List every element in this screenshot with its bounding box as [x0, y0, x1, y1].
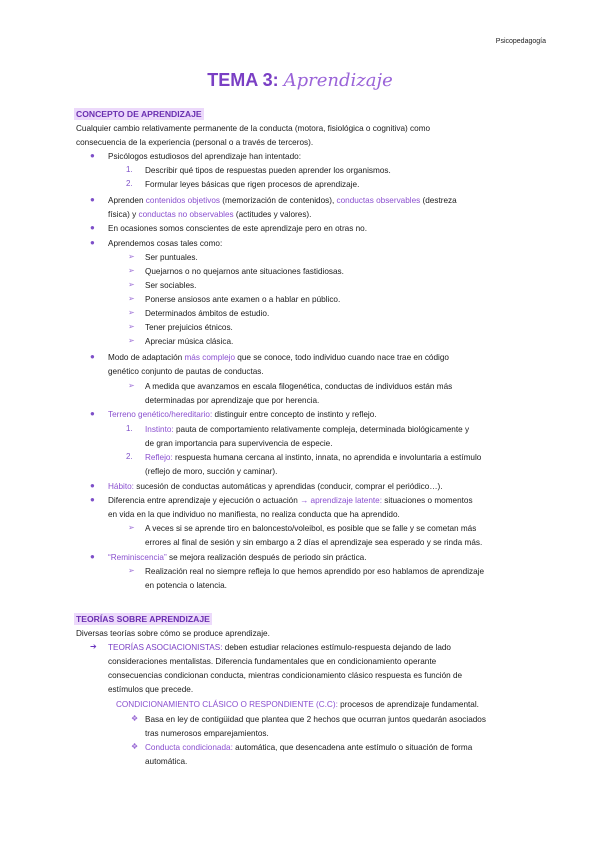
- bullet-terreno: Terreno genético/hereditario: distinguir entre concepto de instinto y reflejo.: [108, 410, 377, 419]
- sub-item-cont: en potencia o latencia.: [145, 581, 227, 590]
- sub-item: Quejarnos o no quejarnos ante situaciones fastidiosas.: [145, 267, 344, 276]
- numbered-instinto: Instinto: pauta de comportamiento relativamente compleja, determinada biológicamente y: [145, 425, 470, 434]
- sub-item: Ponerse ansiosos ante examen o a hablar en público.: [145, 295, 341, 304]
- cc-item-2-cont: automática.: [145, 757, 188, 766]
- header-subject: Psicopedagogía: [495, 38, 546, 45]
- cc-item-1: Basa en ley de contigüidad que plantea que 2 hechos que ocurran juntos quedarán asociados: [145, 715, 486, 724]
- sub-item: A veces si se aprende tiro en baloncesto/voleibol, es posible que se falle y se cometan más: [145, 524, 477, 533]
- arrow-right-icon: ➔: [90, 642, 97, 651]
- arrowhead-icon: ➢: [128, 252, 135, 261]
- section2-intro: Diversas teorías sobre cómo se produce aprendizaje.: [76, 629, 270, 638]
- arrowhead-icon: ➢: [128, 266, 135, 275]
- bullet-aprenden: Aprenden contenidos objetivos (memorización de contenidos), conductas observables (destreza: [108, 196, 457, 205]
- bullet-diferencia: Diferencia entre aprendizaje y ejecución o actuación → aprendizaje latente: situaciones o momentos: [108, 496, 473, 505]
- number-marker: 2.: [126, 452, 133, 461]
- numbered-reflejo-cont: (reflejo de moro, succión y caminar).: [145, 467, 278, 476]
- diamond-bullet-icon: ❖: [131, 742, 139, 751]
- arrowhead-icon: ➢: [128, 336, 135, 345]
- arrowhead-icon: ➢: [128, 381, 135, 390]
- intro-line-1: Cualquier cambio relativamente permanente de la conducta (motora, fisiológica o cognitiva) como: [76, 124, 431, 133]
- bullet-icon: ●: [90, 552, 95, 561]
- bullet-aprendemos: Aprendemos cosas tales como:: [108, 239, 223, 248]
- number-marker: 1.: [126, 165, 133, 174]
- bullet-icon: ●: [90, 223, 95, 232]
- title-main: Aprendizaje: [283, 70, 393, 91]
- arrowhead-icon: ➢: [128, 322, 135, 331]
- bullet-habito: Hábito: sucesión de conductas automáticas y aprendidas (conducir, comprar el periódico…).: [108, 482, 443, 491]
- page-title: [0, 70, 600, 91]
- sub-item: Realización real no siempre refleja lo que hemos aprendido por eso hablamos de aprendizaje: [145, 567, 485, 576]
- arrowhead-icon: ➢: [128, 566, 135, 575]
- numbered-item-2: Formular leyes básicas que rigen procesos de aprendizaje.: [145, 180, 360, 189]
- sub-item: Apreciar música clásica.: [145, 337, 234, 346]
- sub-item-cont: determinadas por aprendizaje que por herencia.: [145, 396, 320, 405]
- bullet-icon: ●: [90, 409, 95, 418]
- bullet-diferencia-cont: en vida en la que individuo no manifiesta, no realiza conducta que ha aprendido.: [108, 510, 400, 519]
- sub-item: Ser puntuales.: [145, 253, 198, 262]
- bullet-icon: ●: [90, 495, 95, 504]
- title-prefix: TEMA 3:: [207, 70, 279, 90]
- bullet-ocasiones: En ocasiones somos conscientes de este aprendizaje pero en otras no.: [108, 224, 367, 233]
- sub-item: Ser sociables.: [145, 281, 197, 290]
- bullet-aprenden-cont: física) y conductas no observables (actitudes y valores).: [108, 210, 312, 219]
- arrowhead-icon: ➢: [128, 523, 135, 532]
- sub-item: A medida que avanzamos en escala filogenética, conductas de individuos están más: [145, 382, 453, 391]
- teorias-line-4: estímulos que precede.: [108, 685, 194, 694]
- numbered-item-1: Describir qué tipos de respuestas pueden aprender los organismos.: [145, 166, 391, 175]
- teorias-line-2: consideraciones mentalistas. Diferencia fundamentales que en condicionamiento operante: [108, 657, 437, 666]
- bullet-icon: ●: [90, 238, 95, 247]
- section-heading-teorias: TEORÍAS SOBRE APRENDIZAJE: [76, 614, 210, 624]
- intro-line-2: consecuencia de la experiencia (personal o a través de terceros).: [76, 138, 314, 147]
- cc-item-2: Conducta condicionada: automática, que desencadena ante estímulo o situación de forma: [145, 743, 473, 752]
- bullet-icon: ●: [90, 195, 95, 204]
- bullet-icon: ●: [90, 151, 95, 160]
- bullet-icon: ●: [90, 352, 95, 361]
- arrowhead-icon: ➢: [128, 294, 135, 303]
- arrowhead-icon: ➢: [128, 280, 135, 289]
- number-marker: 1.: [126, 424, 133, 433]
- numbered-reflejo: Reflejo: respuesta humana cercana al instinto, innata, no aprendida e involuntaria a estímulo: [145, 453, 482, 462]
- bullet-reminiscencia: “Reminiscencia” se mejora realización después de periodo sin práctica.: [108, 553, 367, 562]
- bullet-modo-adaptacion: Modo de adaptación más complejo que se conoce, todo individuo cuando nace trae en código: [108, 353, 449, 362]
- sub-item: Determinados ámbitos de estudio.: [145, 309, 270, 318]
- sub-item: Tener prejuicios étnicos.: [145, 323, 233, 332]
- bullet-psicologos: Psicólogos estudiosos del aprendizaje han intentado:: [108, 152, 301, 161]
- arrowhead-icon: ➢: [128, 308, 135, 317]
- diamond-bullet-icon: ❖: [131, 714, 139, 723]
- section-heading-concepto: CONCEPTO DE APRENDIZAJE: [76, 109, 202, 119]
- bullet-icon: ●: [90, 481, 95, 490]
- teorias-line-3: consecuencias condicionan conducta, mientras condicionamiento clásico respuesta es función de: [108, 671, 463, 680]
- number-marker: 2.: [126, 179, 133, 188]
- bullet-modo-adaptacion-cont: genético conjunto de pautas de conductas.: [108, 367, 264, 376]
- teorias-asociacionistas: TEORÍAS ASOCIACIONISTAS: deben estudiar relaciones estímulo-respuesta dejando de lado: [108, 643, 451, 652]
- numbered-instinto-cont: de gran importancia para supervivencia de especie.: [145, 439, 333, 448]
- sub-item-cont: errores al final de sesión y sin embargo a 2 días el aprendizaje sea esperado y se rinda más.: [145, 538, 483, 547]
- cc-item-1-cont: tras numerosos emparejamientos.: [145, 729, 269, 738]
- condicionamiento-clasico: CONDICIONAMIENTO CLÁSICO O RESPONDIENTE (C.C): procesos de aprendizaje fundamental.: [116, 700, 479, 709]
